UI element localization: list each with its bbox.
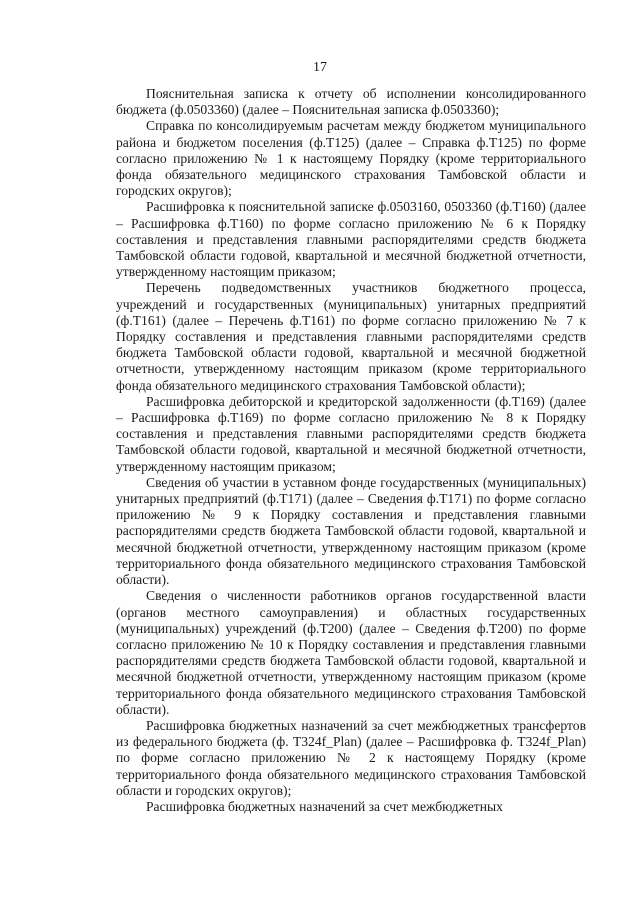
paragraph-certificate-t125: Справка по консолидируемым расчетам между бюджетом муниципального района и бюджетом поселения (ф.Т125) (далее – Справка ф.Т125) по форме согласно приложению № 1 к настоящему Порядку (кроме территориального фонда обязательного медицинского страхования Тамбовской области и городских округов);	[116, 118, 586, 199]
paragraph-breakdown-continued: Расшифровка бюджетных назначений за счет межбюджетных	[146, 798, 503, 814]
page-number: 17	[313, 60, 327, 75]
paragraph-breakdown-t169: Расшифровка дебиторской и кредиторской задолженности (ф.Т169) (далее – Расшифровка ф.Т169) по форме согласно приложению № 8 к Порядку составления и представления главными распорядителями средств бюджета Тамбовской области годовой, квартальной и месячной бюджетной отчетности, утвержденному настоящим приказом;	[116, 393, 586, 474]
paragraph-information-t171: Сведения об участии в уставном фонде государственных (муниципальных) унитарных предприятий (ф.Т171) (далее – Сведения ф.Т171) по форме согласно приложению № 9 к Порядку составления и представления главными распорядителями средств бюджета Тамбовской области годовой, квартальной и месячной бюджетной отчетности, утвержденному настоящим приказом (кроме территориального фонда обязательного медицинского страхования Тамбовской области).	[116, 474, 586, 588]
paragraph-information-t200: Сведения о численности работников органов государственной власти (органов местного самоуправления) и областных государственных (муниципальных) учреждений (ф.Т200) (далее – Сведения ф.Т200) по форме согласно приложению № 10 к Порядку составления и представления главными распорядителями средств бюджета Тамбовской области годовой, квартальной и месячной бюджетной отчетности, утвержденному настоящим приказом (кроме территориального фонда обязательного медицинского страхования Тамбовской области).	[116, 588, 586, 717]
paragraph-explanatory-note: Пояснительная записка к отчету об исполнении консолидированного бюджета (ф.0503360) (далее – Пояснительная записка ф.0503360);	[116, 86, 586, 118]
paragraph-list-t161: Перечень подведомственных участников бюджетного процесса, учреждений и государственных (муниципальных) унитарных предприятий (ф.Т161) (далее – Перечень ф.Т161) по форме согласно приложению № 7 к Порядку составления и представления главными распорядителями средств бюджета Тамбовской области годовой, квартальной и месячной бюджетной отчетности, утвержденному настоящим приказом (кроме территориального фонда обязательного медицинского страхования Тамбовской области);	[116, 280, 586, 393]
document-body	[116, 86, 586, 815]
paragraph-breakdown-t324f: Расшифровка бюджетных назначений за счет межбюджетных трансфертов из федерального бюджета (ф. Т324f_Plan) (далее – Расшифровка ф. Т324f_Plan) по форме согласно приложению № 2 к настоящему Порядку (кроме территориального фонда обязательного медицинского страхования Тамбовской области и городских округов);	[116, 717, 586, 798]
paragraph-breakdown-t160: Расшифровка к пояснительной записке ф.0503160, 0503360 (ф.Т160) (далее – Расшифровка ф.Т160) по форме согласно приложению № 6 к Порядку составления и представления главными распорядителями средств бюджета Тамбовской области годовой, квартальной и месячной бюджетной отчетности, утвержденному настоящим приказом;	[116, 199, 586, 280]
